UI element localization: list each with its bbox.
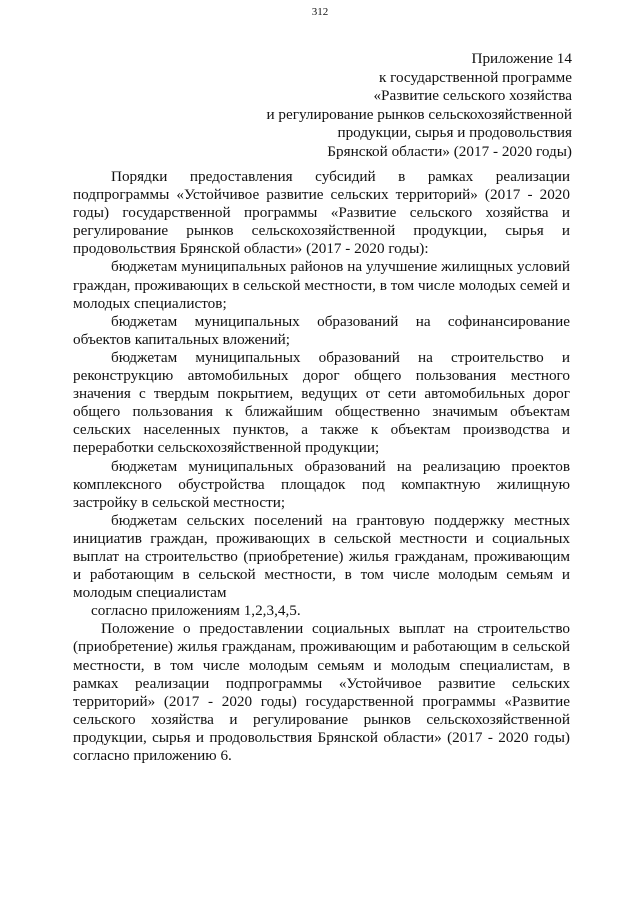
subsidy-item: бюджетам муниципальных образований на софинансирование объектов капитальных вложений; xyxy=(73,312,570,348)
regulation-paragraph: Положение о предоставлении социальных выплат на строительство (приобретение) жилья гражданам, проживающим и работающим в сельской местности, в том числе молодым семьям и молодым специалистам, в рамках реализации подпрограммы «Устойчивое развитие сельских территорий» (2017 - 2020 годы) государственной программы «Развитие сельского хозяйства и регулирование рынков сельскохозяйственной продукции, сырья и продовольствия Брянской области» (2017 - 2020 годы) согласно приложению 6. xyxy=(73,620,570,764)
appendix-line: к государственной программе xyxy=(378,68,572,86)
appendix-line: продукции, сырья и продовольствия xyxy=(337,124,572,142)
document-body xyxy=(73,168,570,765)
subsidy-item: бюджетам муниципальных образований на строительство и реконструкцию автомобильных дорог общего пользования местного значения с твердым покрытием, ведущих от сети автомобильных дорог общего пользования к ближайшим общественно значимым объектам сельских населенных пунктов, а также к объектам производства и переработки сельскохозяйственной продукции; xyxy=(73,348,570,457)
appendix-line: Брянской области» (2017 - 2020 годы) xyxy=(327,142,572,160)
appendix-line: «Развитие сельского хозяйства xyxy=(373,87,572,105)
appendix-line: Приложение 14 xyxy=(471,50,572,67)
subsidy-item: бюджетам сельских поселений на грантовую поддержку местных инициатив граждан, проживающих в сельской местности и социальных выплат на строительство (приобретение) жилья гражданам, проживающим и работающим в сельской местности, в том числе молодым семьям и молодым специалистам xyxy=(73,511,570,602)
appendix-line: и регулирование рынков сельскохозяйственной xyxy=(266,105,572,123)
appendix-header xyxy=(192,50,572,162)
page-number: 312 xyxy=(311,6,329,18)
intro-paragraph: Порядки предоставления субсидий в рамках реализации подпрограммы «Устойчивое развитие сельских территорий» (2017 - 2020 годы) государственной программы «Развитие сельского хозяйства и регулирование рынков сельскохозяйственной продукции, сырья и продовольствия Брянской области» (2017 - 2020 годы): xyxy=(73,168,570,258)
subsidy-item: бюджетам муниципальных районов на улучшение жилищных условий граждан, проживающих в сельской местности, в том числе молодых семей и молодых специалистов; xyxy=(73,258,570,312)
agreement-line: согласно приложениям 1,2,3,4,5. xyxy=(91,602,301,620)
subsidy-item: бюджетам муниципальных образований на реализацию проектов комплексного обустройства площадок под компактную жилищную застройку в сельской местности; xyxy=(73,457,570,511)
